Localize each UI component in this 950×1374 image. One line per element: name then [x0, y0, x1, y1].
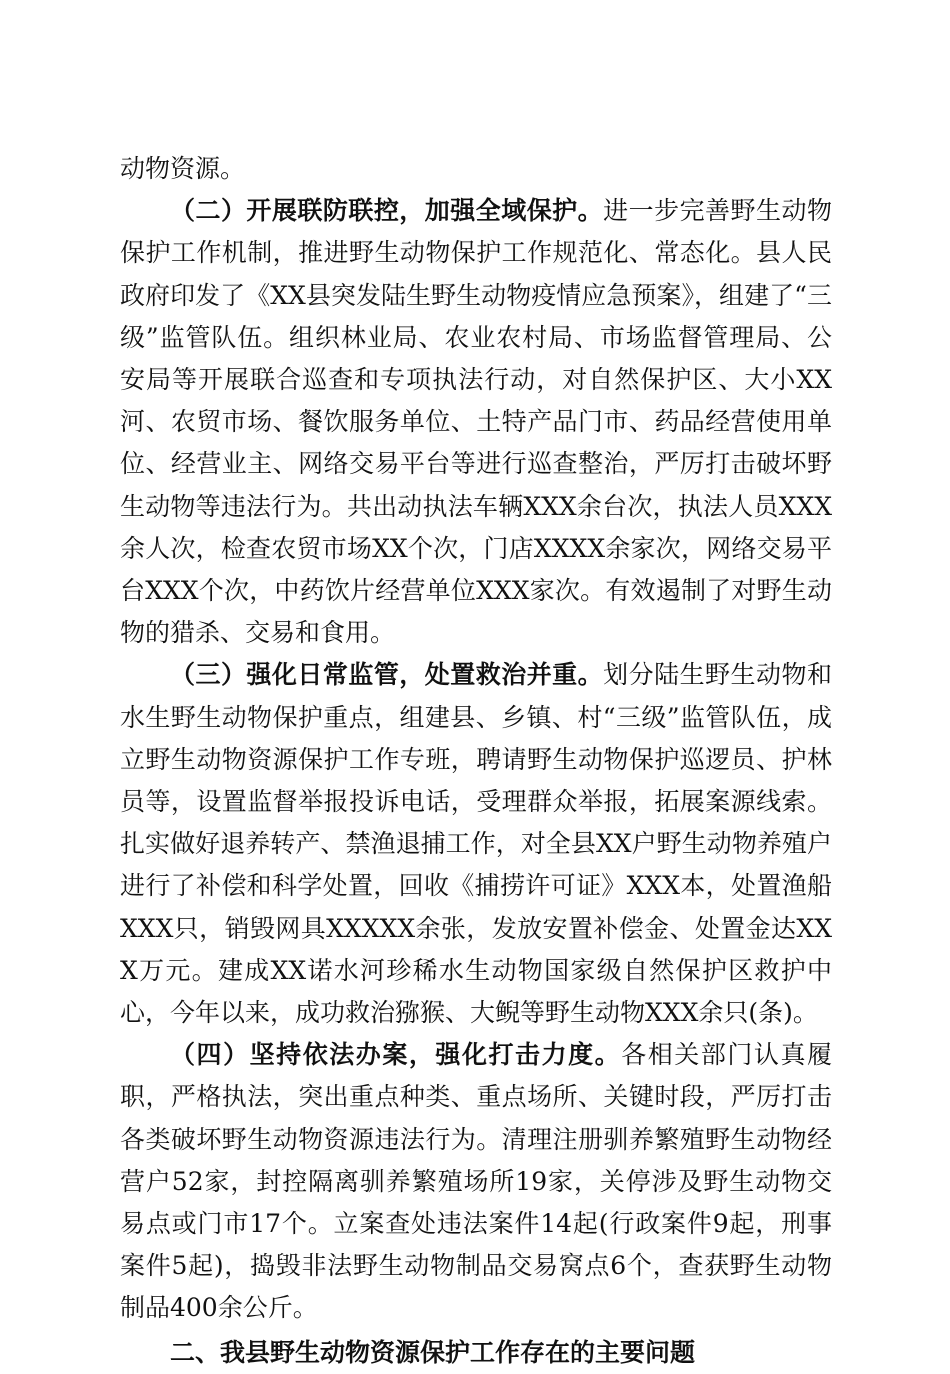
- continuation-paragraph: [120, 148, 832, 190]
- document-page: [120, 148, 832, 1374]
- continuation-text: 动物资源。: [120, 154, 246, 183]
- section-three-body: 划分陆生野生动物和水生野生动物保护重点，组建县、乡镇、村“三级”监管队伍，成立野生动物资源保护工作专班，聘请野生动物保护巡逻员、护林员等，设置监督举报投诉电话，受理群众举报，拓展案源线索。扎实做好退养转产、禁渔退捕工作，对全县XX户野生动物养殖户进行了补偿和科学处置，回收《捕捞许可证》XXX本，处置渔船XXX只，销毁网具XXXXX余张，发放安置补偿金、处置金达XXX万元。建成XX诺水河珍稀水生动物国家级自然保护区救护中心，今年以来，成功救治猕猴、大鲵等野生动物XXX余只(条)。: [120, 660, 832, 1028]
- section-two-lead: （二）开展联防联控，加强全域保护。: [170, 196, 604, 226]
- section-two-paragraph: [120, 190, 832, 654]
- section-three-paragraph: [120, 654, 832, 1034]
- section-two-body: 进一步完善野生动物保护工作机制，推进野生动物保护工作规范化、常态化。县人民政府印发了《XX县突发陆生野生动物疫情应急预案》，组建了“三级”监管队伍。组织林业局、农业农村局、市场监督管理局、公安局等开展联合巡查和专项执法行动，对自然保护区、大小XX河、农贸市场、餐饮服务单位、土特产品门市、药品经营使用单位、经营业主、网络交易平台等进行巡查整治，严厉打击破坏野生动物等违法行为。共出动执法车辆XXX余台次，执法人员XXX余人次，检查农贸市场XX个次，门店XXXX余家次，网络交易平台XXX个次，中药饮片经营单位XXX家次。有效遏制了对野生动物的猎杀、交易和食用。: [120, 196, 832, 648]
- section-four-lead: （四）坚持依法办案，强化打击力度。: [170, 1040, 622, 1070]
- section-four-paragraph: [120, 1034, 832, 1329]
- section-three-lead: （三）强化日常监管，处置救治并重。: [170, 660, 604, 690]
- chapter-heading: 二、我县野生动物资源保护工作存在的主要问题: [170, 1337, 696, 1367]
- section-four-body: 各相关部门认真履职，严格执法，突出重点种类、重点场所、关键时段，严厉打击各类破坏野生动物资源违法行为。清理注册驯养繁殖野生动物经营户52家，封控隔离驯养繁殖场所19家，关停涉及野生动物交易点或门市17个。立案查处违法案件14起(行政案件9起，刑事案件5起)，捣毁非法野生动物制品交易窝点6个，查获野生动物制品400余公斤。: [120, 1040, 832, 1323]
